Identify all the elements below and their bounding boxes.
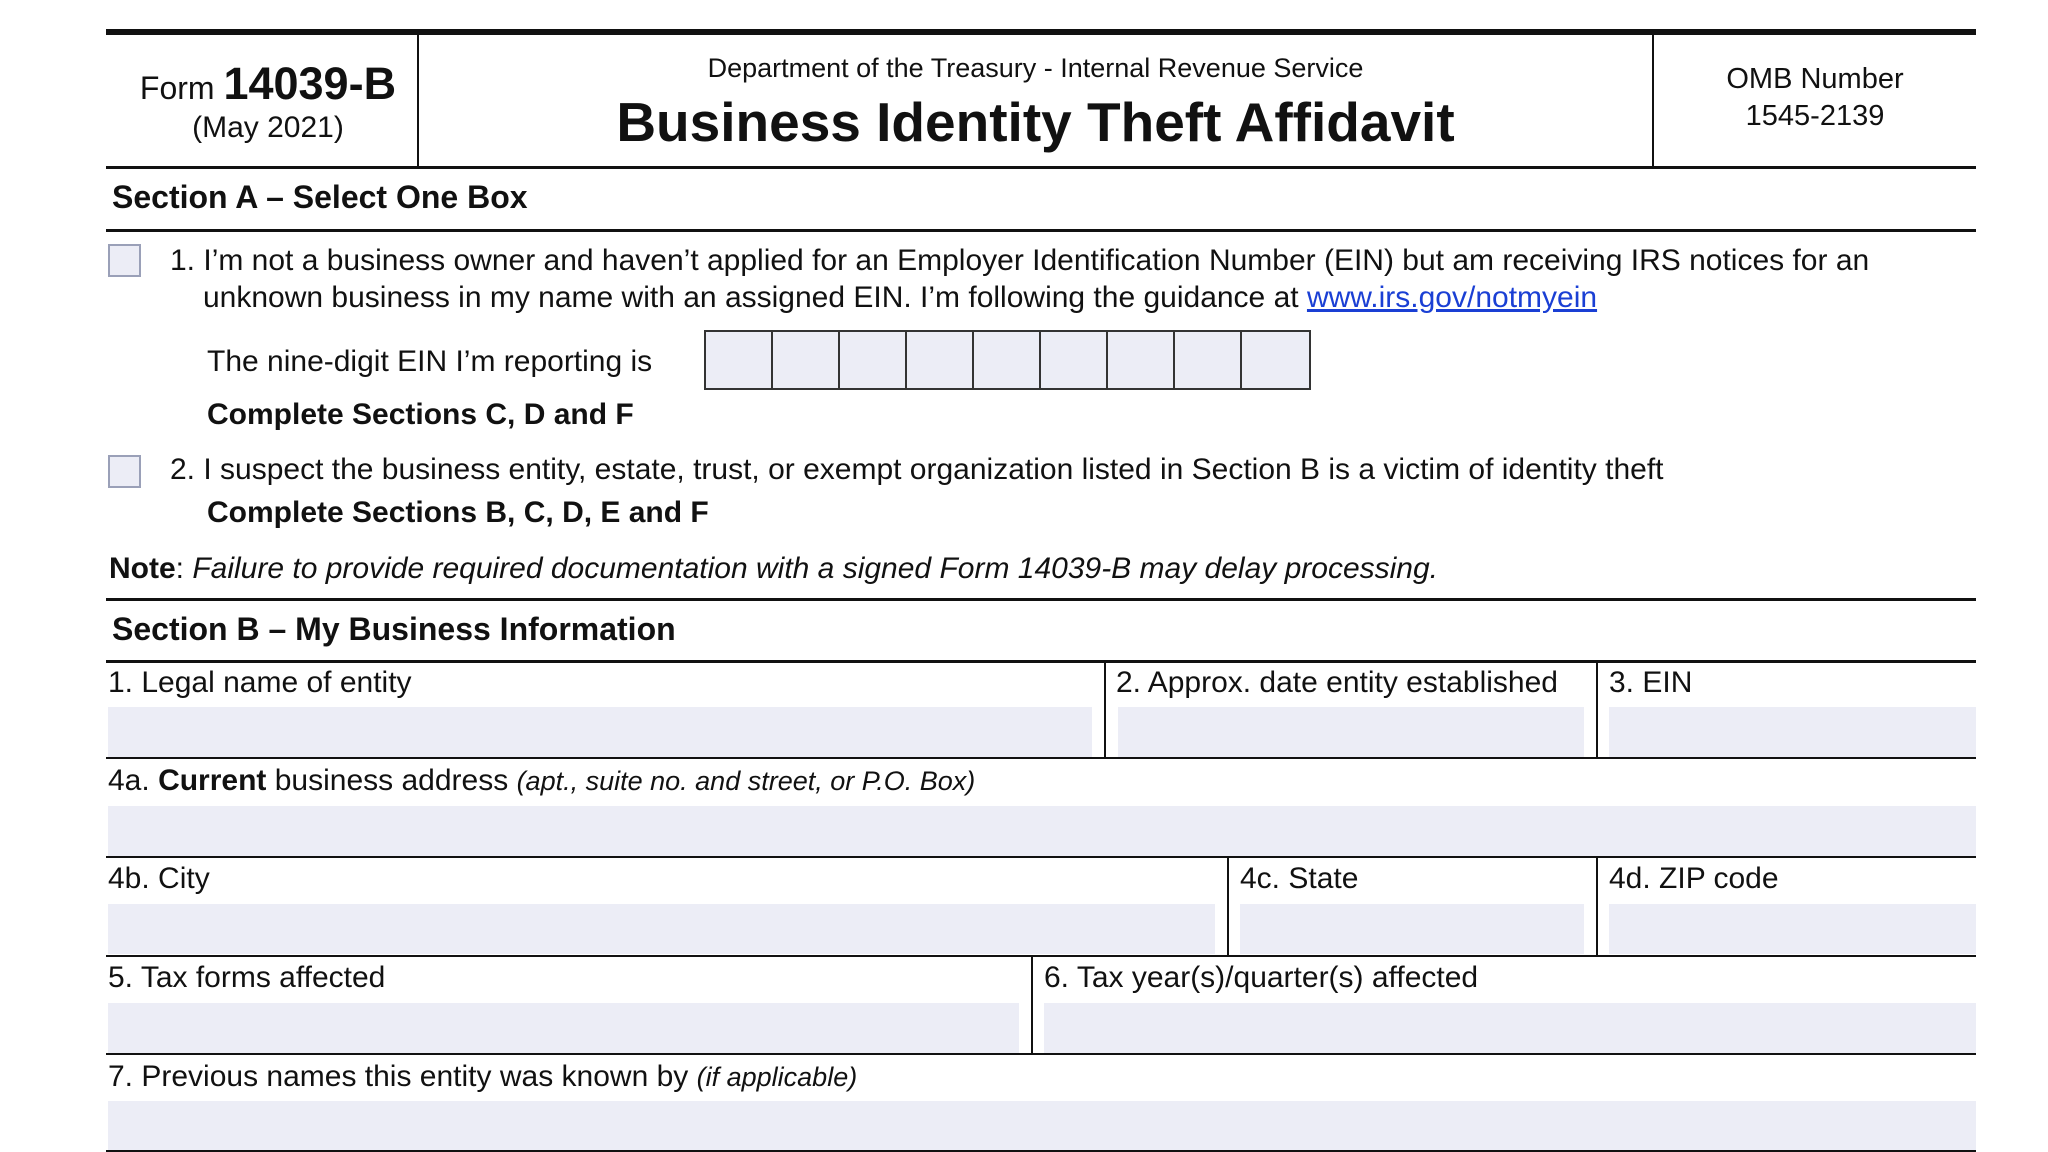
ein-field[interactable]	[1609, 707, 1976, 757]
ein-digit-3[interactable]	[840, 332, 907, 388]
ein-digit-2[interactable]	[773, 332, 840, 388]
form-date: (May 2021)	[192, 111, 344, 144]
tax-forms-field[interactable]	[108, 1003, 1019, 1053]
city-label: 4b. City	[108, 862, 210, 895]
address-field[interactable]	[108, 806, 1976, 856]
address-label-num: 4a.	[108, 764, 150, 797]
option-1-checkbox[interactable]	[108, 244, 141, 277]
date-established-field[interactable]	[1118, 707, 1584, 757]
header-bottom-rule	[106, 166, 1976, 169]
row4-bottom-rule	[106, 1053, 1976, 1055]
ein-prompt: The nine-digit EIN I’m reporting is	[207, 345, 653, 378]
section-a-rule	[106, 229, 1976, 232]
ein-digit-1[interactable]	[706, 332, 773, 388]
omb-label: OMB Number	[1726, 63, 1904, 95]
option-2-text: 2. I suspect the business entity, estate, trust, or exempt organization listed in Section B is a victim of identity theft	[170, 453, 1664, 486]
top-border	[106, 29, 1976, 35]
row3-bottom-rule	[106, 955, 1976, 957]
row4-divider	[1031, 957, 1033, 1054]
ein-digit-4[interactable]	[907, 332, 974, 388]
notmyein-link[interactable]: www.irs.gov/notmyein	[1306, 281, 1598, 314]
ein-digit-9[interactable]	[1242, 332, 1309, 388]
section-b-title: Section B – My Business Information	[112, 611, 676, 647]
form-id	[126, 58, 410, 146]
ein-digit-5[interactable]	[974, 332, 1041, 388]
option-2-instruction: Complete Sections B, C, D, E and F	[207, 496, 709, 529]
ein-label: 3. EIN	[1609, 666, 1693, 699]
address-label-bold: Current	[158, 764, 267, 797]
date-established-label: 2. Approx. date entity established	[1116, 666, 1558, 699]
section-b-top-rule	[106, 598, 1976, 601]
option-1-text-line2	[203, 281, 1597, 315]
previous-names-hint: (if applicable)	[696, 1062, 858, 1092]
row2-bottom-rule	[106, 856, 1976, 858]
zip-label: 4d. ZIP code	[1609, 862, 1779, 895]
tax-years-label: 6. Tax year(s)/quarter(s) affected	[1044, 961, 1479, 994]
state-field[interactable]	[1240, 904, 1584, 954]
address-label-rest: business address	[274, 764, 509, 797]
previous-names-label	[108, 1060, 857, 1094]
legal-name-field[interactable]	[108, 707, 1092, 757]
section-a-title: Section A – Select One Box	[112, 179, 528, 215]
option-1-text-line1: 1. I’m not a business owner and haven’t applied for an Employer Identification Number (EIN) but am receiving IRS notices for an	[170, 244, 1870, 277]
note-label: Note	[109, 552, 176, 585]
tax-years-field[interactable]	[1044, 1003, 1976, 1053]
section-b-rule	[106, 660, 1976, 663]
address-label	[108, 764, 975, 798]
row1-divider-2	[1596, 662, 1598, 758]
ein-digit-7[interactable]	[1108, 332, 1175, 388]
form-number: 14039-B	[223, 58, 397, 109]
option-2-checkbox[interactable]	[108, 455, 141, 488]
tax-forms-label: 5. Tax forms affected	[108, 961, 386, 994]
zip-field[interactable]	[1609, 904, 1976, 954]
note: Note: Failure to provide required documentation with a signed Form 14039-B may delay processing.	[109, 552, 1439, 585]
form-prefix: Form	[139, 70, 215, 106]
agency-name: Department of the Treasury - Internal Revenue Service	[707, 53, 1364, 83]
city-field[interactable]	[108, 904, 1215, 954]
legal-name-label: 1. Legal name of entity	[108, 666, 412, 699]
row1-bottom-rule	[106, 757, 1976, 759]
omb-number: 1545-2139	[1745, 100, 1885, 132]
note-text: Failure to provide required documentation with a signed Form 14039-B may delay processing.	[192, 552, 1439, 585]
option-1-instruction: Complete Sections C, D and F	[207, 398, 634, 431]
page-title: Business Identity Theft Affidavit	[616, 91, 1455, 153]
state-label: 4c. State	[1240, 862, 1359, 895]
ein-digit-6[interactable]	[1041, 332, 1108, 388]
row3-divider-2	[1596, 858, 1598, 956]
row3-divider-1	[1227, 858, 1229, 956]
row1-divider-1	[1104, 662, 1106, 758]
previous-names-label-text: 7. Previous names this entity was known by	[108, 1060, 689, 1093]
option-1-text-line2-body: unknown business in my name with an assigned EIN. I’m following the guidance at	[203, 281, 1299, 314]
address-label-hint: (apt., suite no. and street, or P.O. Box)	[516, 766, 976, 796]
ein-digit-8[interactable]	[1175, 332, 1242, 388]
ein-digit-boxes	[704, 330, 1311, 390]
previous-names-field[interactable]	[108, 1101, 1976, 1151]
